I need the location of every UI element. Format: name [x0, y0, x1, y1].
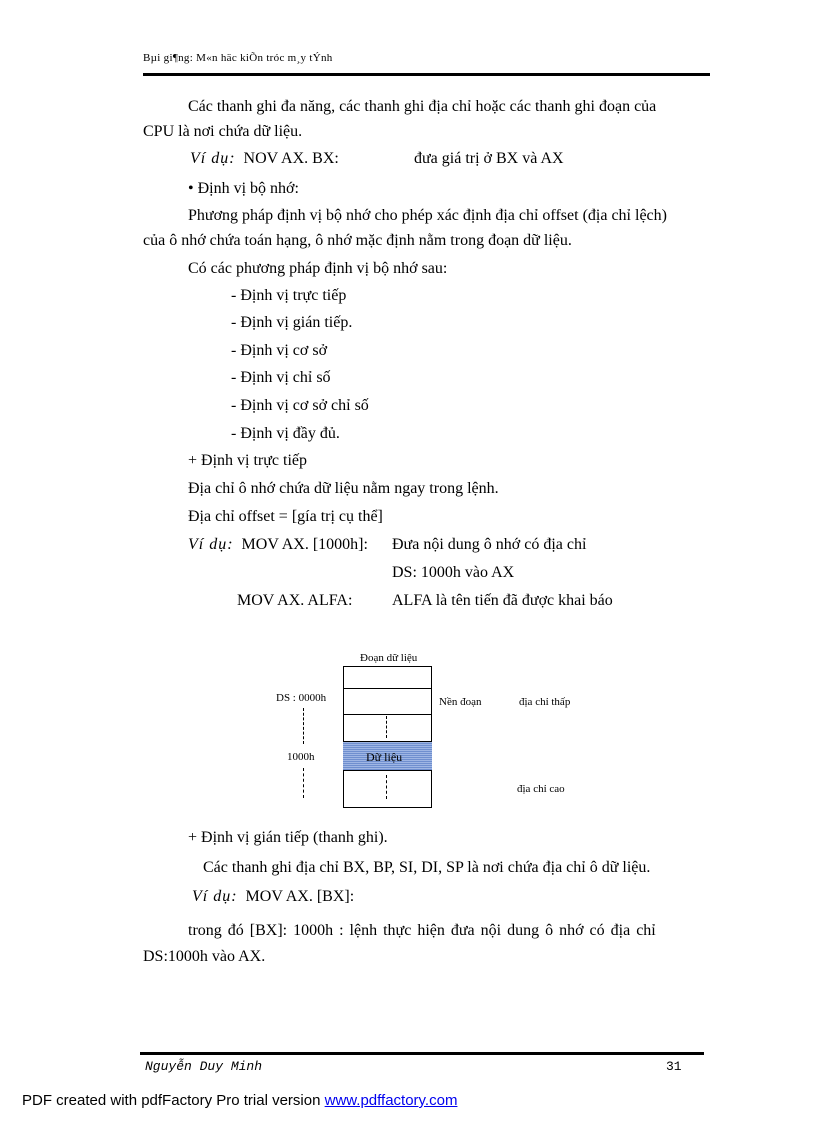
- base-label: Nền đoạn: [439, 696, 482, 708]
- example-4: [192, 888, 354, 906]
- pdf-banner-text: PDF created with pdfFactory Pro trial version: [22, 1092, 325, 1109]
- memory-divider: [343, 688, 432, 689]
- dashed-pointer: [303, 768, 304, 798]
- example-4-line-2: DS:1000h vào AX.: [143, 948, 266, 965]
- segment-label: Đoạn dữ liệu: [360, 652, 418, 664]
- example-label: Ví dụ:: [190, 150, 236, 167]
- indirect-title: + Định vị gián tiếp (thanh ghi).: [188, 829, 388, 846]
- indirect-line-1: Các thanh ghi địa chỉ BX, BP, SI, DI, SP là nơi chứa địa chỉ ô dữ liệu.: [203, 859, 651, 876]
- paragraph-1-line-2: CPU là nơi chứa dữ liệu.: [143, 123, 303, 140]
- dashed-divider: [386, 775, 387, 799]
- method-item: - Định vị đầy đủ.: [231, 425, 340, 442]
- header-rule: [143, 73, 710, 76]
- page-header: Bµi gi¶ng: M«n häc kiÕn tróc m¸y tÝnh: [143, 52, 333, 64]
- paragraph-3: Có các phương pháp định vị bộ nhớ sau:: [188, 260, 448, 277]
- example-label: Ví dụ:: [192, 888, 238, 905]
- method-item: - Định vị cơ sở: [231, 342, 328, 359]
- ds-label: DS : 0000h: [276, 692, 327, 704]
- example-2-desc-line-2: DS: 1000h vào AX: [392, 564, 515, 581]
- bullet-heading: • Định vị bộ nhớ:: [188, 180, 299, 197]
- direct-line-1: Địa chỉ ô nhớ chứa dữ liệu nằm ngay trong lệnh.: [188, 480, 499, 497]
- example-code: MOV AX. [1000h]:: [241, 536, 368, 553]
- offset-label: 1000h: [287, 751, 315, 763]
- example-4-line-1: trong đó [BX]: 1000h : lệnh thực hiện đưa nội dung ô nhớ có địa chỉ: [188, 922, 656, 939]
- dashed-divider: [386, 716, 387, 738]
- low-address-label: địa chỉ thấp: [519, 696, 571, 708]
- paragraph-2-line-1: Phương pháp định vị bộ nhớ cho phép xác định địa chỉ offset (địa chỉ lệch): [188, 207, 667, 224]
- footer-author: Nguyễn Duy Minh: [145, 1059, 263, 1074]
- example-1-desc: đưa giá trị ở BX và AX: [414, 150, 564, 167]
- example-label: Ví dụ:: [188, 536, 234, 553]
- example-code: MOV AX. [BX]:: [245, 888, 355, 905]
- high-address-label: địa chỉ cao: [517, 783, 565, 795]
- example-2-desc-line-1: Đưa nội dung ô nhớ có địa chỉ: [392, 536, 587, 553]
- paragraph-1-line-1: Các thanh ghi đa năng, các thanh ghi địa chỉ hoặc các thanh ghi đoạn của: [188, 98, 657, 115]
- memory-divider: [343, 714, 432, 715]
- page-number: 31: [666, 1059, 682, 1074]
- example-3-desc: ALFA là tên tiến đã được khai báo: [392, 592, 613, 609]
- paragraph-2-line-2: của ô nhớ chứa toán hạng, ô nhớ mặc định nằm trong đoạn dữ liệu.: [143, 232, 572, 249]
- direct-line-2: Địa chỉ offset = [gía trị cụ thể]: [188, 508, 383, 525]
- example-3-code: MOV AX. ALFA:: [237, 592, 353, 609]
- footer-rule: [140, 1052, 704, 1055]
- data-label: Dữ liệu: [366, 750, 403, 764]
- example-code: NOV AX. BX:: [243, 150, 339, 167]
- direct-title: + Định vị trực tiếp: [188, 452, 308, 469]
- example-2: [188, 536, 368, 554]
- method-item: - Định vị cơ sở chỉ số: [231, 397, 369, 414]
- method-item: - Định vị chỉ số: [231, 369, 331, 386]
- pdf-banner: [22, 1092, 457, 1109]
- pdffactory-link[interactable]: www.pdffactory.com: [324, 1092, 458, 1109]
- dashed-pointer: [303, 708, 304, 744]
- method-item: - Định vị trực tiếp: [231, 287, 347, 304]
- method-item: - Định vị gián tiếp.: [231, 314, 353, 331]
- example-1: [190, 150, 339, 168]
